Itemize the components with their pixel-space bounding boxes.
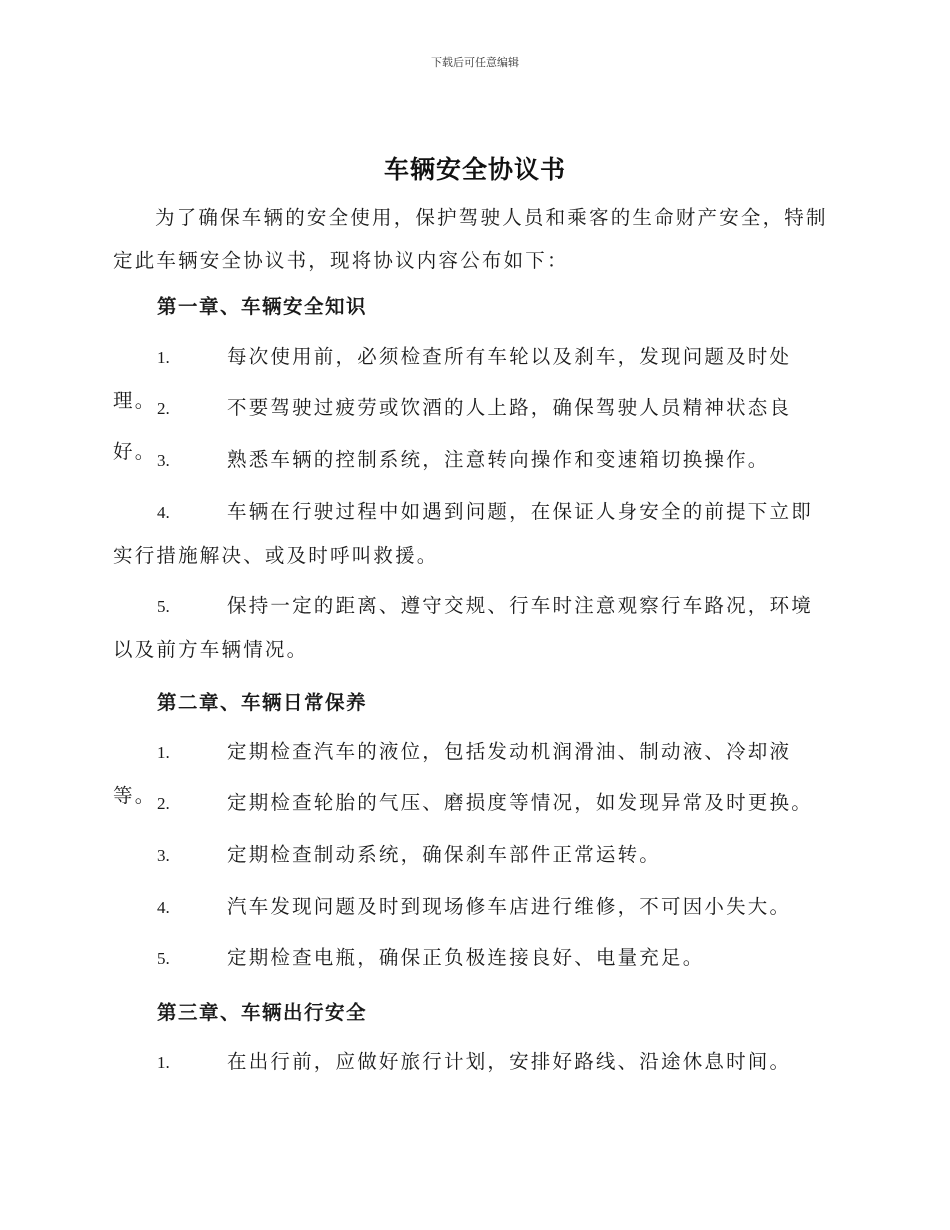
item-number: 3. xyxy=(157,451,170,470)
intro-paragraph xyxy=(113,196,833,282)
item-text: 汽车发现问题及时到现场修车店进行维修，不可因小失大。 xyxy=(227,895,792,918)
chapter-1-item-3 xyxy=(113,438,833,482)
item-number: 5. xyxy=(157,597,170,616)
item-text: 在出行前，应做好旅行计划，安排好路线、沿途休息时间。 xyxy=(227,1050,792,1073)
document-title: 车辆安全协议书 xyxy=(383,155,566,184)
item-text: 定期检查轮胎的气压、磨损度等情况，如发现异常及时更换。 xyxy=(227,791,813,814)
item-number: 1. xyxy=(157,348,170,367)
chapter-1-heading: 第一章、车辆安全知识 xyxy=(157,295,368,318)
item-text: 定期检查电瓶，确保正负极连接良好、电量充足。 xyxy=(227,946,705,969)
item-text: 熟悉车辆的控制系统，注意转向操作和变速箱切换操作。 xyxy=(227,448,770,471)
chapter-1-item-4 xyxy=(113,490,833,577)
chapter-2-item-2 xyxy=(113,781,833,825)
item-text: 不要驾驶过疲劳或饮酒的人上路，确保驾驶人员精神状态良好。 xyxy=(113,396,792,463)
chapter-2-heading: 第二章、车辆日常保养 xyxy=(157,691,368,714)
item-text: 保持一定的距离、遵守交规、行车时注意观察行车路况，环境以及前方车辆情况。 xyxy=(113,594,813,661)
item-text: 每次使用前，必须检查所有车轮以及刹车，发现问题及时处理。 xyxy=(113,345,792,412)
item-number: 1. xyxy=(157,1053,170,1072)
item-number: 2. xyxy=(157,794,170,813)
intro-text: 为了确保车辆的安全使用，保护驾驶人员和乘客的生命财产安全，特制定此车辆安全协议书，现将协议内容公布如下： xyxy=(113,206,828,272)
item-text: 定期检查汽车的液位，包括发动机润滑油、制动液、冷却液等。 xyxy=(113,740,792,807)
item-number: 4. xyxy=(157,503,170,522)
chapter-3-heading: 第三章、车辆出行安全 xyxy=(157,1001,368,1024)
item-number: 4. xyxy=(157,898,170,917)
item-number: 3. xyxy=(157,846,170,865)
chapter-3-item-1 xyxy=(113,1040,833,1084)
chapter-2-item-3 xyxy=(113,833,833,877)
chapter-1-item-5 xyxy=(113,584,833,671)
header-note: 下载后可任意编辑 xyxy=(431,56,519,69)
item-number: 5. xyxy=(157,949,170,968)
chapter-2-item-4 xyxy=(113,885,833,929)
item-number: 2. xyxy=(157,399,170,418)
item-number: 1. xyxy=(157,743,170,762)
chapter-2-item-5 xyxy=(113,936,833,980)
item-text: 车辆在行驶过程中如遇到问题，在保证人身安全的前提下立即实行措施解决、或及时呼叫救援。 xyxy=(113,500,813,567)
item-text: 定期检查制动系统，确保刹车部件正常运转。 xyxy=(227,843,662,866)
